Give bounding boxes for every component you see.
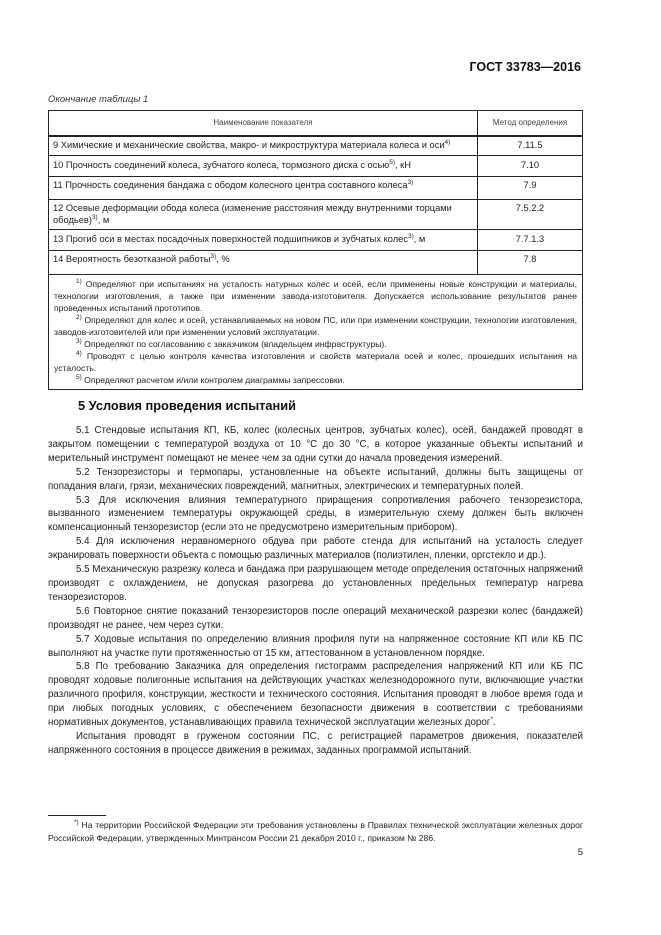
column-header-method: Метод определения <box>478 111 583 137</box>
indicator-name: 12 Осевые деформации обода колеса (изменение расстояния между внутренними торцами ободьев)$^{3)}$, м <box>49 200 478 230</box>
footnote-ref: 3) <box>407 178 414 186</box>
table-row <box>49 230 583 251</box>
footnote-ref: 3) <box>407 233 414 241</box>
indicator-name: 10 Прочность соединений колеса, зубчатого колеса, тормозного диска с осью$^{5)}$, кН <box>49 156 478 177</box>
table-note: $^{1)}$ Определяют при испытаниях на усталость натурных колес и осей, если применены новые конструкции и материалы, технологии изготовления, а также при изменении завода-изготовителя. Допускается использование результатов ранее проведенных испытаний прототипов. <box>54 278 577 313</box>
footnote-divider <box>48 815 106 816</box>
footnote-ref: 3) <box>210 252 217 260</box>
paragraph: 5.5 Механическую разрезку колеса и бандажа при разрушающем методе определения остаточных напряжений производят с охлаждением, не допуская разогрева до установленных предельных температур нагрева тензорезисторов. <box>48 564 583 603</box>
table-header-row <box>49 111 583 137</box>
paragraph: 5.8 По требованию Заказчика для определения гистограмм распределения напряжений КП или КБ ПС проводят ходовые полигонные испытания на действующих участках железнодорожного пути, включающие участки различного профиля, конструкции, жесткости и технического состояния. Испытания проводят в любое время года и при любых погодных условиях, с обеспечением безопасности движения в соответствии с требованиями нормативных документов, устанавливающих правила технической эксплуатации железных дорог*. <box>48 661 583 729</box>
method-ref: 7.9 <box>478 177 583 200</box>
table-notes-row <box>49 275 583 390</box>
footnote-ref: * <box>490 715 493 723</box>
table-note: $^{2)}$ Определяют для колес и осей, устанавливаемых на новом ПС, или при изменении конструкции, технологии изготовления, заводов-изготовителей или при изменении условий эксплуатации. <box>54 313 577 337</box>
table-note: $^{3)}$ Определяют по согласованию с заказчиком (владельцем инфраструктуры). <box>76 337 387 349</box>
table-notes <box>49 275 583 390</box>
indicator-name: 11 Прочность соединения бандажа с ободом колесного центра составного колеса$^{3)}$ <box>49 177 478 200</box>
section-title: 5 Условия проведения испытаний <box>78 398 297 413</box>
footnote-mark: *) <box>74 819 79 827</box>
paragraph: 5.4 Для исключения неравномерного обдува при работе стенда для испытаний на усталость следует экранировать поверхности объекта с помощью различных материалов (полиэтилен, пленки, оргстекло и др.). <box>48 536 583 562</box>
paragraph: Испытания проводят в груженом состоянии ПС, с регистрацией параметров движения, показателей напряженного состояния в процессе движения в режимах, заданных программой испытаний. <box>48 730 583 756</box>
table-note: $^{5)}$ Определяют расчетом и/или контролем диаграммы запрессовки. <box>76 373 345 385</box>
column-header-name: Наименование показателя <box>49 111 478 137</box>
footnote-ref: 4) <box>444 139 451 147</box>
method-ref: 7.8 <box>478 251 583 275</box>
table-row <box>49 136 583 156</box>
paragraph: 5.6 Повторное снятие показаний тензорезисторов после операций механической разрезки колес (бандажей) производят не ранее, чем через сутки. <box>48 605 583 631</box>
method-ref: 7.11.5 <box>478 136 583 156</box>
table-note: $^{4)}$ Проводят с целью контроля качества изготовления и свойств материала осей и колес, прошедших испытания на усталость. <box>54 349 577 373</box>
paragraph: 5.2 Тензорезисторы и термопары, установленные на объекте испытаний, должны быть защищены от попадания влаги, грязи, механических повреждений, магнитных, электрических и температурных полей. <box>48 466 583 492</box>
paragraph: 5.7 Ходовые испытания по определению влияния профиля пути на напряженное состояние КП или КБ ПС выполняют на участке пути протяженностью от 15 км, аттестованном в установленном порядке. <box>48 633 583 659</box>
table-row <box>49 177 583 200</box>
footnote-ref: 5) <box>389 159 395 167</box>
indicator-name: 9 Химические и механические свойства, макро- и микроструктура материала колеса и оси$^{4)}$ <box>49 136 478 156</box>
page-number: 5 <box>577 847 583 858</box>
paragraph: 5.3 Для исключения влияния температурного приращения сопротивления рабочего тензорезистора, вызванного изменением температуры окружающей среды, в измерительную схему должен быть включен компенсационный тензорезистор (если это не предусмотрено измерительным прибором). <box>48 494 583 534</box>
page-footnote: *) На территории Российской Федерации эти требования установлены в Правилах технической эксплуатации железных дорог Российской Федерации, утвержденных Минтрансом России 21 декабря 2010 г., приказом № 286. <box>48 819 583 843</box>
section-body <box>48 424 583 758</box>
footnote-ref: 3) <box>91 213 98 221</box>
method-ref: 7.7.1.3 <box>478 230 583 251</box>
table-row <box>49 251 583 275</box>
indicator-name: 13 Прогиб оси в местах посадочных поверхностей подшипников и зубчатых колес$^{3)}$, м <box>49 230 478 251</box>
table-caption: Окончание таблицы 1 <box>48 94 149 105</box>
standard-code-header: ГОСТ 33783—2016 <box>469 60 581 74</box>
method-ref: 7.5.2.2 <box>478 200 583 230</box>
paragraph: 5.1 Стендовые испытания КП, КБ, колес (колесных центров, зубчатых колес), осей, бандажей проводят в закрытом помещении с температурой воздуха от 10 °С до 30 °С, в которое указанные объекты испытаний и мерительный инструмент помещают не менее чем за одни сутки до начала проведения измерений. <box>48 425 583 464</box>
method-ref: 7.10 <box>478 156 583 177</box>
indicators-table <box>48 110 583 390</box>
table-row <box>49 200 583 230</box>
indicator-name: 14 Вероятность безотказной работы$^{3)}$, % <box>49 251 478 275</box>
table-row <box>49 156 583 177</box>
